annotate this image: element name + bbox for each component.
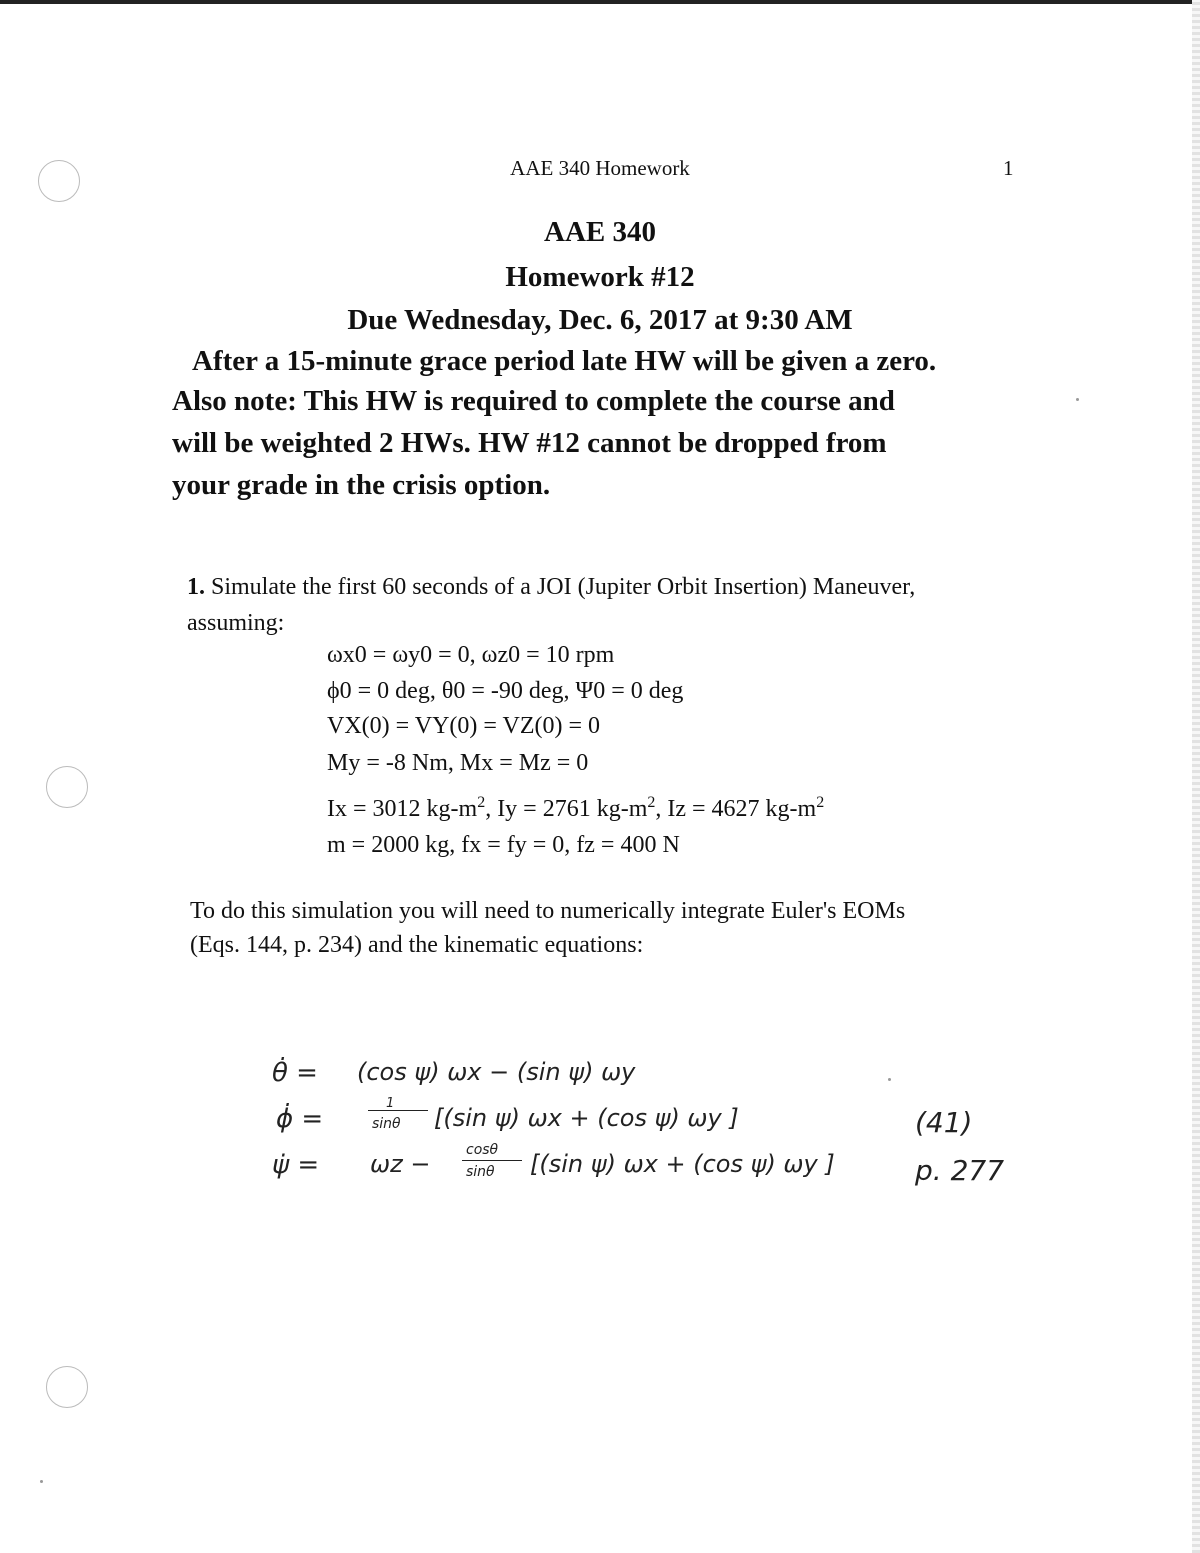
problem-text: Simulate the first 60 seconds of a JOI (Jupiter Orbit Insertion) Maneuver, [211, 574, 916, 600]
eq-phi-frac-num: 1 [386, 1096, 395, 1111]
eq-theta-lhs: θ̇ = [272, 1058, 318, 1088]
given-mass-forces: m = 2000 kg, fx = fy = 0, fz = 400 N [327, 832, 680, 858]
given-angular-rates: ωx0 = ωy0 = 0, ωz0 = 10 rpm [327, 642, 615, 668]
given-moments: My = -8 Nm, Mx = Mz = 0 [327, 750, 589, 776]
equation-page-ref: p. 277 [915, 1154, 1005, 1187]
notice-line-1: After a 15-minute grace period late HW will be given a zero. [192, 345, 937, 377]
scan-top-border [0, 0, 1200, 4]
given-inertias: Ix = 3012 $kg-m^2$, Iy = 2761 $kg-m^2$, Iz = 4627 $kg-m^2$ [327, 794, 825, 822]
eq-psi-rhs: [(sin ψ) ωx + (cos ψ) ωy ] [530, 1150, 835, 1178]
inertia-y: , Iy = 2761 kg-m [485, 796, 648, 822]
scan-speck [1076, 398, 1079, 401]
eq-phi-lhs: ϕ̇ = [276, 1104, 324, 1134]
eq-psi-frac-num: cosθ [466, 1142, 499, 1158]
eq-phi-rhs: [(sin ψ) ωx + (cos ψ) ωy ] [434, 1104, 739, 1132]
problem-number: 1. [187, 574, 205, 600]
eq-psi-wz: ωz − [370, 1150, 431, 1178]
assignment-title: Homework #12 [505, 261, 695, 293]
eq-theta-rhs: (cos ψ) ωx − (sin ψ) ωy [357, 1058, 636, 1086]
page-number: 1 [1003, 156, 1014, 180]
eq-psi-lhs: ψ̇ = [272, 1150, 320, 1180]
notice-line-2: Also note: This HW is required to complete the course and [172, 385, 895, 417]
eq-psi-frac-bar [462, 1160, 522, 1162]
scan-speck [888, 1078, 891, 1081]
instruction-line-2: (Eqs. 144, p. 234) and the kinematic equations: [190, 932, 644, 958]
punch-hole-bottom [46, 1366, 88, 1408]
equation-number: (41) [915, 1106, 973, 1139]
given-euler-angles: ϕ0 = 0 deg, θ0 = -90 deg, Ψ0 = 0 deg [327, 678, 684, 704]
eq-phi-frac-den: sinθ [372, 1116, 401, 1132]
instruction-line-1: To do this simulation you will need to numerically integrate Euler's EOMs [190, 898, 906, 924]
inertia-x: Ix = 3012 kg-m [327, 796, 478, 822]
course-title: AAE 340 [544, 216, 656, 248]
eq-psi-frac-den: sinθ [466, 1164, 495, 1180]
notice-line-3: will be weighted 2 HWs. HW #12 cannot be dropped from [172, 427, 887, 459]
punch-hole-middle [46, 766, 88, 808]
notice-line-4: your grade in the crisis option. [172, 469, 551, 501]
running-header: AAE 340 Homework [510, 156, 690, 180]
given-velocities: VX(0) = VY(0) = VZ(0) = 0 [327, 713, 601, 739]
scan-speck [40, 1480, 43, 1483]
problem-statement-line-1 [187, 574, 915, 601]
eq-phi-frac-bar [368, 1110, 428, 1112]
problem-statement-line-2: assuming: [187, 610, 285, 636]
due-date: Due Wednesday, Dec. 6, 2017 at 9:30 AM [347, 304, 853, 336]
inertia-z: , Iz = 4627 kg-m [655, 796, 817, 822]
